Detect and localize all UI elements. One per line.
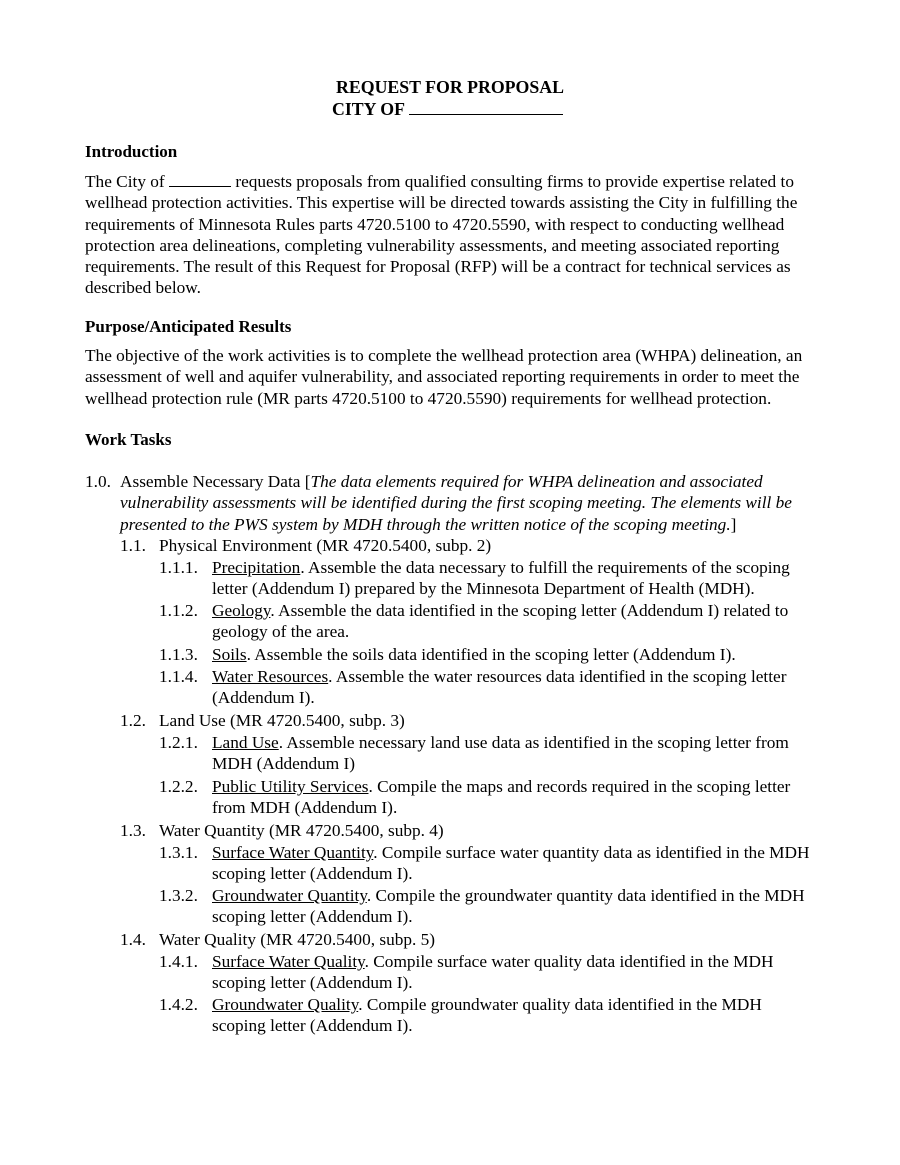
item-body xyxy=(159,885,819,928)
item-text: . Assemble the data identified in the scoping letter (Addendum I) related to geology of the area. xyxy=(212,601,789,642)
item-text: . Compile groundwater quality data identified in the MDH scoping letter (Addendum I). xyxy=(212,995,762,1036)
item-label: Groundwater Quantity xyxy=(212,886,367,905)
item-label: Groundwater Quality xyxy=(212,995,359,1014)
item-1-1-2 xyxy=(159,600,819,643)
task-number: 1.0. xyxy=(85,472,111,491)
item-text: . Assemble the soils data identified in the scoping letter (Addendum I). xyxy=(246,645,736,664)
item-label: Surface Water Quantity xyxy=(212,843,374,862)
item-number: 1.3.1. xyxy=(159,843,198,862)
work-tasks-heading: Work Tasks xyxy=(85,430,172,449)
item-1-1-4 xyxy=(159,666,819,709)
item-text: . Compile the groundwater quantity data identified in the MDH scoping letter (Addendum I). xyxy=(212,886,805,927)
intro-text-rest: requests proposals from qualified consulting firms to provide expertise related to wellhead protection activities. This expertise will be directed towards assisting the City in fulfilling the requirements of Minnesota Rules parts 4720.5100 to 4720.5590, with respect to conducting wellhead protection area delineations, completing vulnerability assessments, and meeting associated reporting requirements. The result of this Request for Proposal (RFP) will be a contract for technical services as described below. xyxy=(85,172,798,298)
title-line-1: REQUEST FOR PROPOSAL xyxy=(336,77,564,97)
item-body xyxy=(159,842,819,885)
city-blank xyxy=(169,171,231,187)
item-1-2-2 xyxy=(159,776,819,819)
item-text: . Compile surface water quantity data as identified in the MDH scoping letter (Addendum I). xyxy=(212,843,810,884)
section-text: Land Use (MR 4720.5400, subp. 3) xyxy=(159,711,405,730)
item-text: . Assemble the data necessary to fulfill the requirements of the scoping letter (Addendum I) prepared by the Minnesota Department of Health (MDH). xyxy=(212,558,790,599)
item-number: 1.1.4. xyxy=(159,667,198,686)
section-text: Water Quality (MR 4720.5400, subp. 5) xyxy=(159,930,436,949)
item-label: Surface Water Quality xyxy=(212,952,365,971)
item-label: Water Resources xyxy=(212,667,329,686)
item-body xyxy=(159,951,819,994)
task-note-close: ] xyxy=(730,514,737,534)
title-city-of: CITY OF xyxy=(332,99,405,119)
section-1-3 xyxy=(120,820,820,841)
item-1-3-2 xyxy=(159,885,819,928)
section-1-1 xyxy=(120,535,820,556)
item-number: 1.1.2. xyxy=(159,601,198,620)
item-body xyxy=(159,557,819,600)
document-title xyxy=(0,76,900,120)
item-1-4-1 xyxy=(159,951,819,994)
item-text: . Compile the maps and records required in the scoping letter from MDH (Addendum I). xyxy=(212,777,791,818)
item-label: Land Use xyxy=(212,733,279,752)
task-title: Assemble Necessary Data [ xyxy=(120,472,311,491)
task-body xyxy=(85,471,825,535)
item-body xyxy=(159,644,819,665)
item-body xyxy=(159,666,819,709)
city-name-blank xyxy=(409,98,563,115)
item-1-1-1 xyxy=(159,557,819,600)
section-number: 1.1. xyxy=(120,536,146,555)
item-number: 1.2.2. xyxy=(159,777,198,796)
task-note: The data elements required for WHPA delineation and associated vulnerability assessments will be identified during the first scoping meeting. The elements will be presented to the PWS system by MDH through the written notice of the scoping meeting. xyxy=(120,472,792,534)
intro-text-start: The City of xyxy=(85,172,165,191)
item-body xyxy=(159,994,819,1037)
item-number: 1.4.1. xyxy=(159,952,198,971)
purpose-heading: Purpose/Anticipated Results xyxy=(85,317,292,336)
item-1-2-1 xyxy=(159,732,819,775)
item-body xyxy=(159,776,819,819)
item-number: 1.1.3. xyxy=(159,645,198,664)
purpose-paragraph: The objective of the work activities is to complete the wellhead protection area (WHPA) delineation, an assessment of well and aquifer vulnerability, and associated reporting requirements in order to meet the wellhead protection rule (MR parts 4720.5100 to 4720.5590) requirements for wellhead protection. xyxy=(85,346,803,408)
task-1-0 xyxy=(85,471,825,535)
title-line-2 xyxy=(0,98,900,120)
item-1-3-1 xyxy=(159,842,819,885)
section-number: 1.4. xyxy=(120,930,146,949)
section-number: 1.2. xyxy=(120,711,146,730)
section-1-2 xyxy=(120,710,820,731)
section-number: 1.3. xyxy=(120,821,146,840)
item-number: 1.1.1. xyxy=(159,558,198,577)
item-label: Precipitation xyxy=(212,558,301,577)
section-text: Water Quantity (MR 4720.5400, subp. 4) xyxy=(159,821,444,840)
item-number: 1.4.2. xyxy=(159,995,198,1014)
item-number: 1.2.1. xyxy=(159,733,198,752)
item-number: 1.3.2. xyxy=(159,886,198,905)
introduction-heading: Introduction xyxy=(85,142,178,161)
item-1-4-2 xyxy=(159,994,819,1037)
section-1-4 xyxy=(120,929,820,950)
item-body xyxy=(159,732,819,775)
item-text: . Compile surface water quality data identified in the MDH scoping letter (Addendum I). xyxy=(212,952,774,993)
item-body xyxy=(159,600,819,643)
item-1-1-3 xyxy=(159,644,819,665)
item-label: Public Utility Services xyxy=(212,777,369,796)
section-text: Physical Environment (MR 4720.5400, subp. 2) xyxy=(159,536,492,555)
item-text: . Assemble necessary land use data as identified in the scoping letter from MDH (Addendum I) xyxy=(212,733,789,774)
item-label: Geology xyxy=(212,601,271,620)
item-label: Soils xyxy=(212,645,247,664)
introduction-paragraph xyxy=(85,171,825,299)
item-text: . Assemble the water resources data identified in the scoping letter (Addendum I). xyxy=(212,667,787,708)
